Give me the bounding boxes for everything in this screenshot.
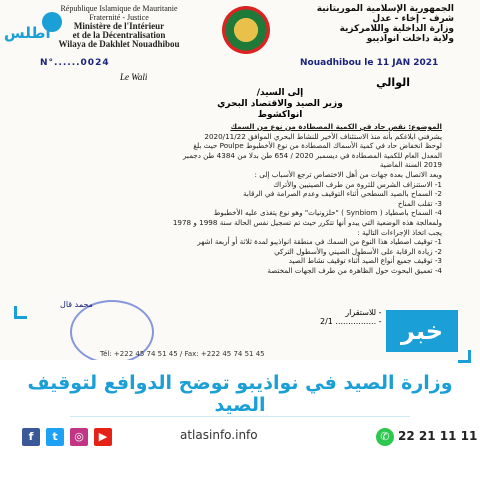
cc-line: - للاستقرار [345, 308, 382, 317]
wali-arabic: الوالي [376, 76, 410, 89]
body-line: 4- السماح باصطياد ( Synbiom ) "حلزونيات" وهو نوع يتغذى عليه الأخطبوط [213, 208, 442, 218]
body-line: لوحظ انخفاض حاد في كمية الأسماك المصطادة من نوع الأخطبوط Poulpe حيث بلغ [193, 141, 442, 151]
header-ar-line: شرف - إخاء - عدل [372, 14, 454, 24]
letter-body [52, 122, 442, 276]
body-line: المعدل العام للكمية المصطادة في ديسمبر 2020 / 654 طن بدلا من 4384 طن دجمبر [182, 150, 442, 160]
youtube-icon[interactable]: ▶ [94, 428, 112, 446]
whatsapp-icon[interactable]: ✆ [376, 428, 394, 446]
addressee-line: وزير الصيد والاقتصاد البحري [217, 99, 343, 109]
header-fr-line: République Islamique de Mauritanie [60, 4, 178, 13]
corner-decoration [458, 350, 471, 363]
corner-decoration [14, 306, 27, 319]
header-ar-line: الجمهورية الإسلامية الموريتانية [316, 4, 454, 14]
header-ar-line: ولاية داخلت انواذيبو [366, 34, 454, 44]
header-fr-line: Fraternité - Justice [89, 13, 149, 22]
body-line: 2- زيادة الرقابة على الأسطول الصيني والأسطول التركي [274, 246, 442, 256]
document-date: Nouadhibou le 11 JAN 2021 [300, 58, 439, 68]
wali-french: Le Wali [120, 72, 148, 82]
header-ar-line: وزارة الداخلية واللامركزية [339, 24, 454, 34]
national-seal-icon [222, 6, 270, 54]
twitter-icon[interactable]: t [46, 428, 64, 446]
body-line: 1- توقيف اصطياد هذا النوع من السمك في منطقة انواذيبو لمدة ثلاثة أو أربعة اشهر [197, 237, 442, 247]
body-line: 3- توقيف جميع أنواع الصيد أثناء توقيف نشاط الصيد [288, 256, 442, 266]
whatsapp-number: 22 21 11 11 [398, 429, 478, 443]
body-line: يجب اتخاذ الإجراءات التالية : [357, 227, 442, 237]
body-line: 3- تقلب المناخ [397, 198, 442, 208]
signature: محمد قال [60, 300, 93, 309]
body-line: 4- تعميق البحوث حول الظاهرة من طرف الجهات المختصة [267, 265, 442, 275]
body-line: 2019 السنة الماضية [379, 160, 442, 170]
body-line: يشرفني ابلاغكم بأنه منذ الاستئناف الأخير للنشاط البحري الموافق 2020/11/22 [204, 131, 442, 141]
facebook-icon[interactable]: f [22, 428, 40, 446]
website-link[interactable]: atlasinfo.info [180, 428, 258, 442]
header-fr-line: Wilaya de Dakhlet Nouadhibou [58, 39, 180, 49]
addressee-line: إلى السيد/ [256, 88, 304, 98]
contact-line: Tél: +222 45 74 51 45 / Fax: +222 45 74 51 45 [100, 350, 265, 358]
subject-line: الموضوع: نقص حاد في الكمية المصطادة من نوع من السمك [230, 122, 442, 131]
header-fr-line: et de la Décentralisation [72, 30, 166, 40]
instagram-icon[interactable]: ◎ [70, 428, 88, 446]
footer [0, 428, 480, 450]
carbon-copy [320, 308, 382, 326]
divider [70, 416, 410, 417]
header-fr-line: Ministère de l'Intérieur [73, 21, 165, 31]
header-arabic [284, 4, 454, 44]
document-number: N°......0024 [40, 58, 110, 68]
headline: وزارة الصيد في نواذيبو توضح الدوافع لتوقيف الصيد [27, 372, 453, 416]
body-line: ولمعالجة هذه الوضعية التي يبدو أنها تتكرر حيث تم تسجيل نفس الحالة سنة 1998 و 1978 [172, 217, 442, 227]
body-line: وبعد الاتصال بعدة جهات من أهل الاختصاص ترجع الأسباب إلى : [254, 169, 442, 179]
cc-line: - ................ 2/1 [320, 317, 382, 326]
body-line: 1- الاستنزاف الشرس للثروة من طرف الصينيين والأتراك [273, 179, 442, 189]
body-line: 2- السماح بالصيد السطحي أثناء التوقيف وعدم الصرامة في الرقابة [243, 189, 442, 199]
news-badge: خبر [386, 310, 458, 352]
addressee [150, 88, 410, 121]
addressee-line: انواكشوط [257, 110, 303, 120]
atlas-logo[interactable] [4, 8, 64, 44]
logo-text: أطلس [4, 24, 51, 42]
